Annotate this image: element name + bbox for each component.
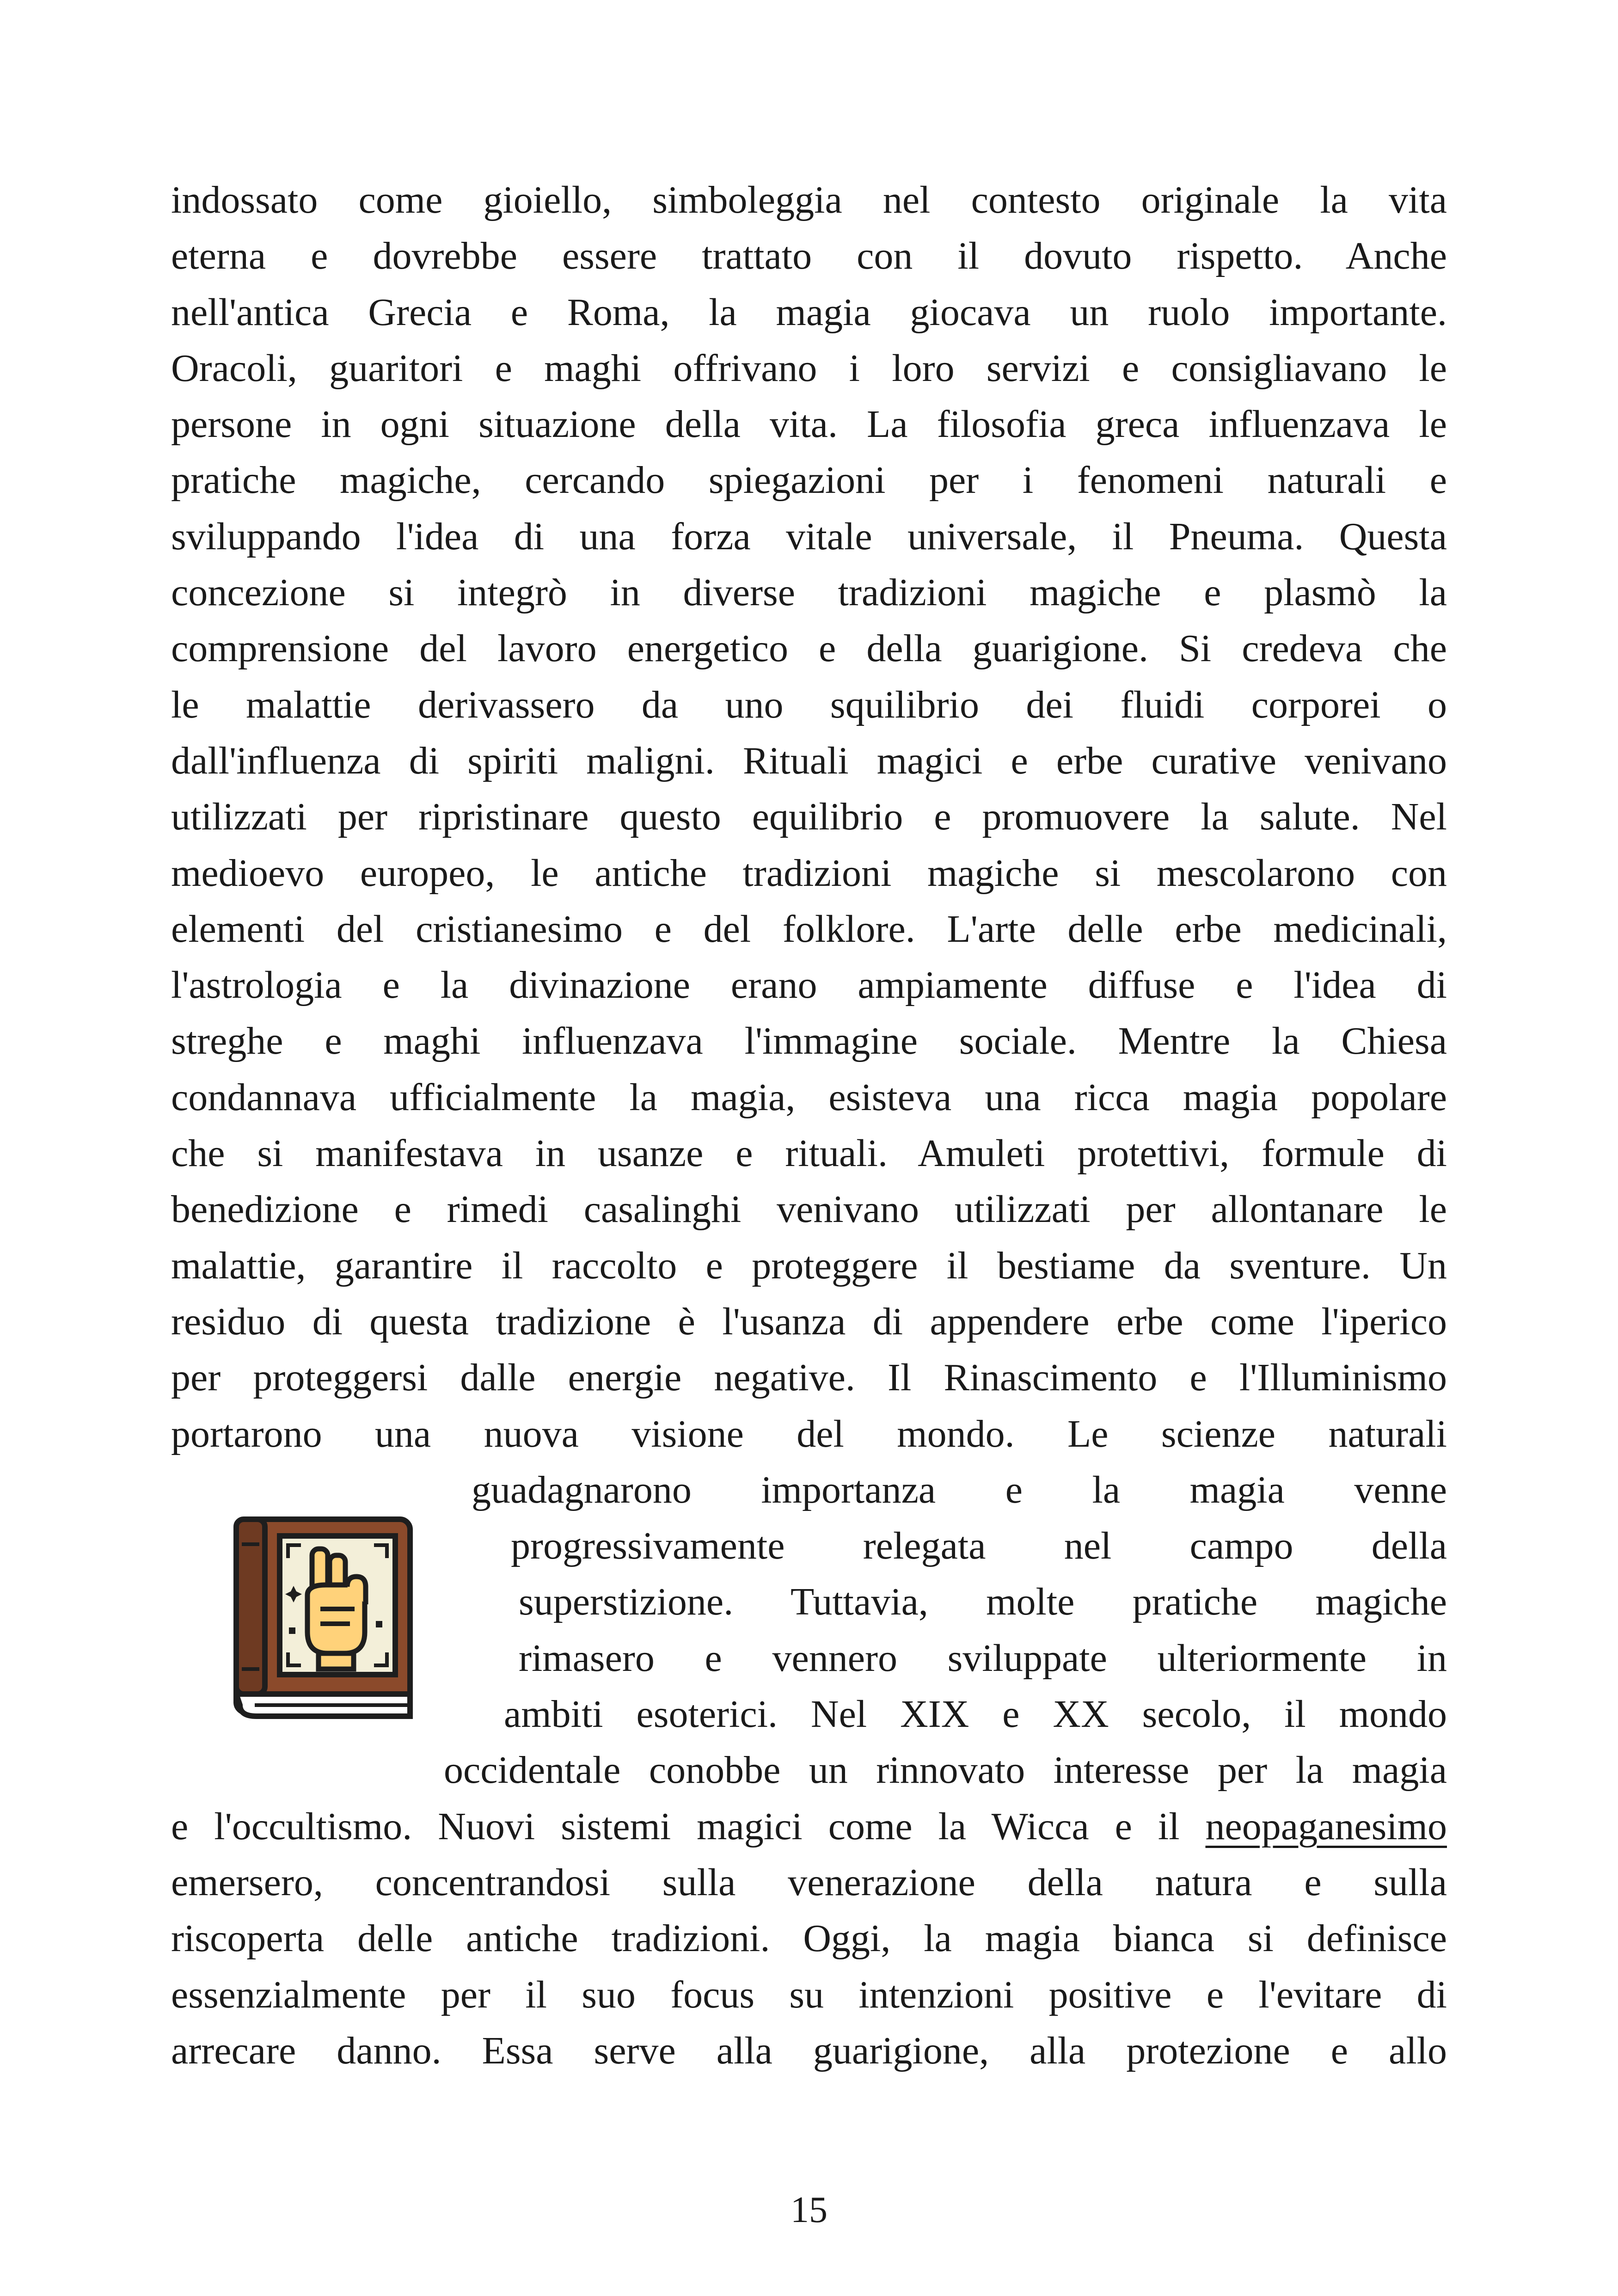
body-line-neopaganesimo xyxy=(171,1799,1447,1854)
body-line: medioevo europeo, le antiche tradizioni magiche si mescolarono con xyxy=(171,851,1447,895)
body-paragraph-bottom xyxy=(171,1854,1447,2079)
body-line: indossato come gioiello, simboleggia nel contesto originale la vita xyxy=(171,178,1447,221)
body-line: condannava ufficialmente la magia, esisteva una ricca magia popolare xyxy=(171,1075,1447,1119)
body-line: riscoperta delle antiche tradizioni. Oggi, la magia bianca si definisce xyxy=(171,1917,1447,1960)
body-line: malattie, garantire il raccolto e proteggere il bestiame da sventure. Un xyxy=(171,1244,1447,1287)
body-line: Oracoli, guaritori e maghi offrivano i loro servizi e consigliavano le xyxy=(171,346,1447,390)
body-line: portarono una nuova visione del mondo. Le scienze naturali xyxy=(171,1412,1447,1455)
body-line: sviluppando l'idea di una forza vitale universale, il Pneuma. Questa xyxy=(171,515,1447,558)
body-line: essenzialmente per il suo focus su intenzioni positive e l'evitare di xyxy=(171,1973,1447,2016)
body-line: persone in ogni situazione della vita. La filosofia greca influenzava le xyxy=(171,403,1447,446)
body-line-wrapped: ambiti esoterici. Nel XIX e XX secolo, il mondo xyxy=(504,1693,1447,1736)
body-line: emersero, concentrandosi sulla venerazione della natura e sulla xyxy=(171,1860,1447,1904)
body-line: benedizione e rimedi casalinghi venivano utilizzati per allontanare le xyxy=(171,1188,1447,1231)
body-text xyxy=(171,172,1447,2079)
body-line: arrecare danno. Essa serve alla guarigione, alla protezione e allo xyxy=(171,2029,1447,2072)
body-line: residuo di questa tradizione è l'usanza di appendere erbe come l'iperico xyxy=(171,1300,1447,1343)
body-line: elementi del cristianesimo e del folklore. L'arte delle erbe medicinali, xyxy=(171,907,1447,951)
body-line: eterna e dovrebbe essere trattato con il dovuto rispetto. Anche xyxy=(171,234,1447,278)
body-line-wrapped: progressivamente relegata nel campo della xyxy=(511,1524,1447,1568)
body-line: concezione si integrò in diverse tradizioni magiche e plasmò la xyxy=(171,571,1447,614)
body-line-text: e l'occultismo. Nuovi sistemi magici come la Wicca e il xyxy=(171,1805,1206,1848)
body-line: che si manifestava in usanze e rituali. Amuleti protettivi, formule di xyxy=(171,1132,1447,1175)
body-paragraph-top xyxy=(171,172,1447,1462)
body-line: le malattie derivassero da uno squilibrio dei fluidi corporei o xyxy=(171,683,1447,726)
body-line: comprensione del lavoro energetico e della guarigione. Si credeva che xyxy=(171,627,1447,670)
neopaganesimo-link[interactable]: neopaganesimo xyxy=(1205,1805,1447,1848)
body-line: streghe e maghi influenzava l'immagine sociale. Mentre la Chiesa xyxy=(171,1019,1447,1063)
body-line: per proteggersi dalle energie negative. Il Rinascimento e l'Illuminismo xyxy=(171,1356,1447,1400)
body-line: l'astrologia e la divinazione erano ampiamente diffuse e l'idea di xyxy=(171,964,1447,1007)
body-line: utilizzati per ripristinare questo equilibrio e promuovere la salute. Nel xyxy=(171,795,1447,839)
body-line: dall'influenza di spiriti maligni. Rituali magici e erbe curative venivano xyxy=(171,739,1447,782)
body-line-wrapped: guadagnarono importanza e la magia venne xyxy=(472,1468,1447,1511)
body-line-wrapped: superstizione. Tuttavia, molte pratiche magiche xyxy=(519,1580,1447,1624)
body-line-wrapped: rimasero e vennero sviluppate ulteriormente in xyxy=(519,1636,1447,1680)
body-line-wrapped: occidentale conobbe un rinnovato interesse per la magia xyxy=(444,1749,1447,1792)
spell-book-hand-sign-icon xyxy=(233,1516,418,1722)
body-line: pratiche magiche, cercando spiegazioni per i fenomeni naturali e xyxy=(171,459,1447,502)
page-number: 15 xyxy=(791,2190,827,2230)
body-line: nell'antica Grecia e Roma, la magia giocava un ruolo importante. xyxy=(171,290,1447,334)
